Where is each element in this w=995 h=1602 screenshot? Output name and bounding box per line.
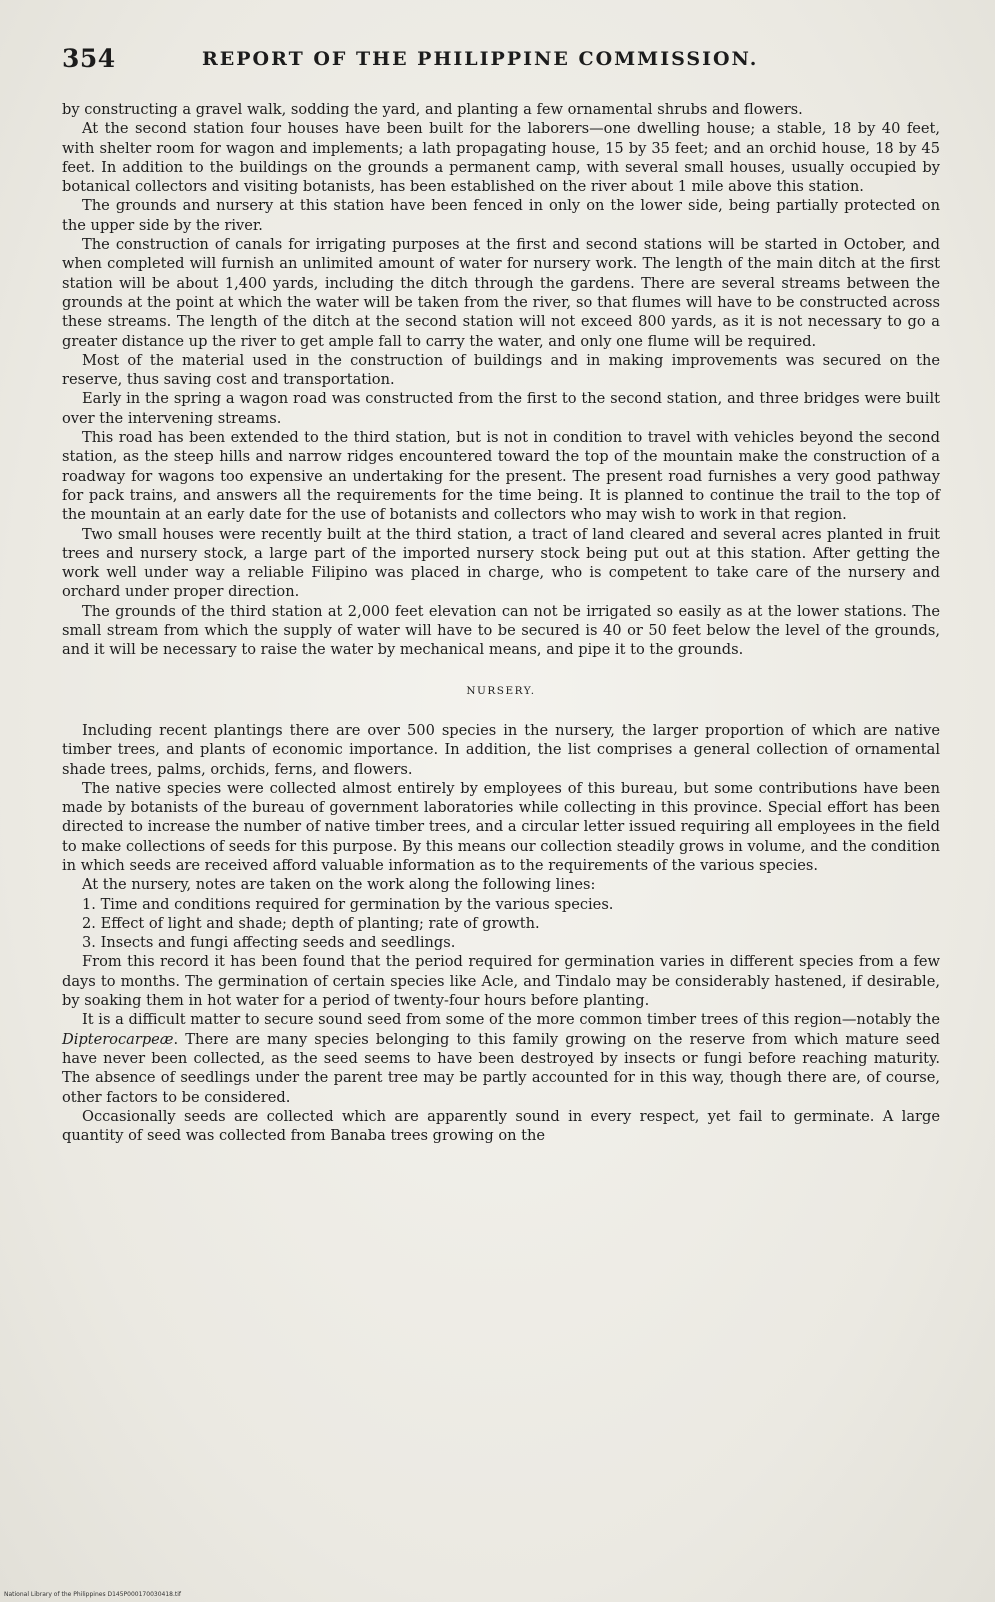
paragraph: The grounds and nursery at this station have been fenced in only on the lower side, being partially protected on the upper side by the river. [62, 197, 940, 234]
paragraph: At the second station four houses have been built for the laborers—one dwelling house; a stable, 18 by 40 feet, with shelter room for wagon and implements; a lath propagating house, 15 by 35 feet; and an orchid house, 18 by 45 feet. In addition to the buildings on the grounds a permanent camp, with several small houses, usually occupied by botanical collectors and visiting botanists, has been established on the river about 1 mile above this station. [62, 120, 940, 196]
paragraph: Early in the spring a wagon road was constructed from the first to the second station, and three bridges were built over the intervening streams. [62, 390, 940, 427]
italic-term: Dipterocarpeæ [62, 1030, 174, 1048]
paragraph: by constructing a gravel walk, sodding the yard, and planting a few ornamental shrubs and flowers. [62, 101, 803, 118]
text-run: . There are many species belonging to this family growing on the reserve from which mature seed have never been collected, as the seed seems to have been destroyed by insects or fungi before reaching maturity. The absence of seedlings under the parent tree may be partly accounted for in this way, though there are, of course, other factors to be considered. [62, 1030, 940, 1106]
paragraph: The native species were collected almost entirely by employees of this bureau, but some contributions have been made by botanists of the bureau of government laboratories while collecting in this province. Special effort has been directed to increase the number of native timber trees, and a circular letter issued requiring all employees in the field to make collections of seeds for this purpose. By this means our collection steadily grows in volume, and the condition in which seeds are received afford valuable information as to the requirements of the various species. [62, 779, 940, 874]
paragraph: Occasionally seeds are collected which are apparently sound in every respect, yet fail to germinate. A large quantity of seed was collected from Banaba trees growing on the [62, 1107, 940, 1145]
scan-footer-note: National Library of the Philippines D145P000170030418.tif [4, 1591, 182, 1598]
text-run: It is a difficult matter to secure sound seed from some of the more common timber trees of this region—notably the [82, 1011, 940, 1029]
page-number: 354 [62, 44, 116, 73]
paragraph: Most of the material used in the construction of buildings and in making improvements was secured on the reserve, thus saving cost and transportation. [62, 351, 940, 389]
paragraph: Two small houses were recently built at the third station, a tract of land cleared and several acres planted in fruit trees and nursery stock, a large part of the imported nursery stock being put out at this station. After getting the work well under way a reliable Filipino was placed in charge, who is competent to take care of the nursery and orchard under proper direction. [62, 525, 940, 601]
page-header [62, 44, 942, 80]
paragraph: This road has been extended to the third station, but is not in condition to travel with vehicles beyond the second station, as the steep hills and narrow ridges encountered toward the top of the mountain make the construction of a roadway for wagons too expensive an undertaking for the present. The present road furnishes a very good pathway for pack trains, and answers all the requirements for the time being. It is planned to continue the trail to the top of the mountain at an early date for the use of botanists and collectors who may wish to work in that region. [62, 429, 940, 524]
paragraph: The construction of canals for irrigating purposes at the first and second stations will be started in October, and when completed will furnish an unlimited amount of water for nursery work. The length of the main ditch at the first station will be about 1,400 yards, including the ditch through the gardens. There are several streams between the grounds at the point at which the water will be taken from the river, so that flumes will have to be constructed across these streams. The length of the ditch at the second station will not exceed 800 yards, as it is not necessary to go a greater distance up the river to get ample fall to carry the water, and only one flume will be required. [62, 236, 940, 350]
paragraph [62, 1010, 940, 1106]
section-heading-nursery: NURSERY. [466, 684, 536, 697]
list-item: 1. Time and conditions required for germination by the various species. [82, 895, 614, 913]
running-head: REPORT OF THE PHILIPPINE COMMISSION. [202, 48, 759, 70]
paragraph: At the nursery, notes are taken on the work along the following lines: [82, 876, 596, 894]
list-item: 2. Effect of light and shade; depth of planting; rate of growth. [82, 914, 540, 932]
paragraph: From this record it has been found that the period required for germination varies in different species from a few days to months. The germination of certain species like Acle, and Tindalo may be considerably hastened, if desirable, by soaking them in hot water for a period of twenty-four hours before planting. [62, 953, 940, 1010]
body-text [62, 100, 940, 1145]
list-item: 3. Insects and fungi affecting seeds and seedlings. [82, 934, 456, 952]
paragraph: The grounds of the third station at 2,000 feet elevation can not be irrigated so easily as at the lower stations. The small stream from which the supply of water will have to be secured is 40 or 50 feet below the level of the grounds, and it will be necessary to raise the water by mechanical means, and pipe it to the grounds. [62, 602, 940, 659]
paragraph: Including recent plantings there are over 500 species in the nursery, the larger proportion of which are native timber trees, and plants of economic importance. In addition, the list comprises a general collection of ornamental shade trees, palms, orchids, ferns, and flowers. [62, 721, 940, 778]
